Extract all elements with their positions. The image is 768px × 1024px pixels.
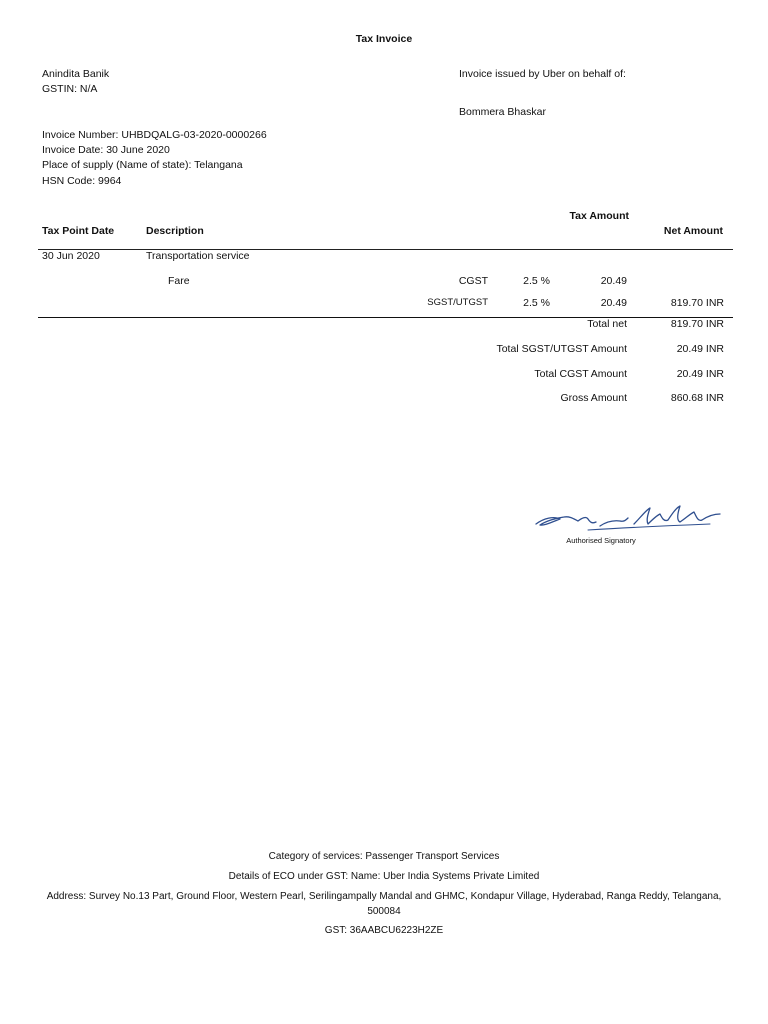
tax-rate-sgst: 2.5 % xyxy=(523,297,550,309)
customer-gstin: GSTIN: N/A xyxy=(42,83,98,95)
total-sgst-value: 20.49 INR xyxy=(676,343,724,355)
header-tax-amount: Tax Amount xyxy=(569,210,629,222)
gross-amount-value: 860.68 INR xyxy=(670,392,724,404)
invoice-number: Invoice Number: UHBDQALG-03-2020-0000266 xyxy=(42,129,267,141)
gross-amount-label: Gross Amount xyxy=(560,392,627,404)
row-item-fare: Fare xyxy=(168,275,190,287)
header-tax-point-date: Tax Point Date xyxy=(42,225,115,237)
total-net-label: Total net xyxy=(587,318,627,330)
total-sgst-label: Total SGST/UTGST Amount xyxy=(496,343,627,355)
footer-eco-details: Details of ECO under GST: Name: Uber India Systems Private Limited xyxy=(228,871,540,882)
header-divider xyxy=(38,249,733,250)
hsn-code: HSN Code: 9964 xyxy=(42,175,122,187)
total-cgst-label: Total CGST Amount xyxy=(534,368,627,380)
signature-image xyxy=(530,500,730,536)
footer-category: Category of services: Passenger Transport Services xyxy=(268,851,500,862)
footer-address: Address: Survey No.13 Part, Ground Floor, Western Pearl, Serilingampally Mandal and GHMC, Kondapur Village, Hyderabad, Ranga Reddy, Telangana, 500084 xyxy=(46,891,722,917)
issuer-label: Invoice issued by Uber on behalf of: xyxy=(459,68,626,80)
invoice-date: Invoice Date: 30 June 2020 xyxy=(42,144,170,156)
signature-caption: Authorised Signatory xyxy=(566,536,636,545)
row-description: Transportation service xyxy=(146,250,250,262)
driver-name: Bommera Bhaskar xyxy=(459,106,546,118)
footer-gst: GST: 36AABCU6223H2ZE xyxy=(324,925,444,936)
header-net-amount: Net Amount xyxy=(663,225,723,237)
customer-name: Anindita Banik xyxy=(42,68,110,80)
total-net-value: 819.70 INR xyxy=(670,318,724,330)
tax-name-sgst: SGST/UTGST xyxy=(427,297,488,308)
tax-name-cgst: CGST xyxy=(458,275,488,287)
row-date: 30 Jun 2020 xyxy=(42,250,100,262)
invoice-title: Tax Invoice xyxy=(355,33,413,45)
header-description: Description xyxy=(146,225,204,237)
tax-amount-sgst: 20.49 xyxy=(600,297,627,309)
tax-amount-cgst: 20.49 xyxy=(600,275,627,287)
tax-rate-cgst: 2.5 % xyxy=(523,275,550,287)
place-of-supply: Place of supply (Name of state): Telangana xyxy=(42,159,243,171)
row-divider xyxy=(38,317,733,318)
net-amount-value: 819.70 INR xyxy=(670,297,724,309)
total-cgst-value: 20.49 INR xyxy=(676,368,724,380)
